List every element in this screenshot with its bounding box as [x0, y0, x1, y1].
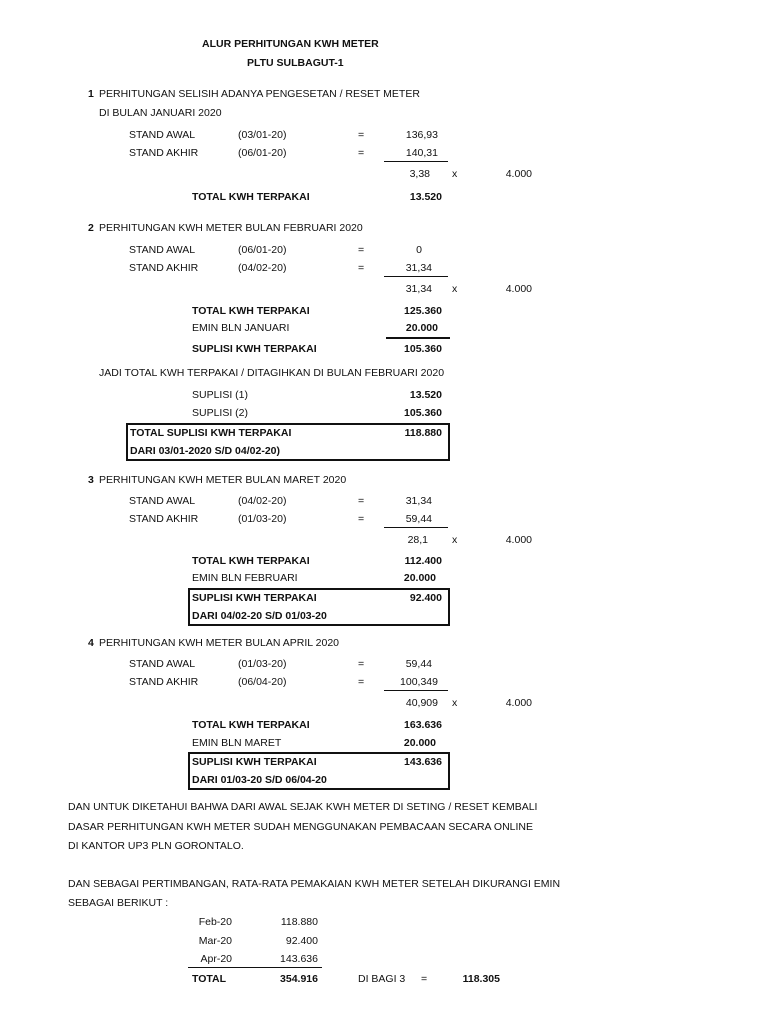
stand-akhir-date: (04/02-20): [238, 262, 287, 274]
section-heading: PERHITUNGAN KWH METER BULAN MARET 2020: [99, 474, 347, 486]
multiply-sign: x: [452, 697, 458, 709]
underline: [384, 276, 448, 277]
stand-awal-value: 31,34: [405, 495, 432, 507]
period-range: DARI 01/03-20 S/D 06/04-20: [192, 774, 327, 786]
note-line: DAN UNTUK DIKETAHUI BAHWA DARI AWAL SEJAK KWH METER DI SETING / RESET KEMBALI: [68, 801, 538, 813]
stand-awal-label: STAND AWAL: [129, 495, 196, 507]
stand-akhir-label: STAND AKHIR: [129, 262, 199, 274]
total-kwh-value: 125.360: [404, 305, 442, 317]
multiply-sign: x: [452, 283, 458, 295]
emin-label: EMIN BLN JANUARI: [192, 322, 290, 334]
underline: [384, 161, 448, 162]
total-value: 354.916: [280, 973, 318, 985]
period-range: DARI 04/02-20 S/D 01/03-20: [192, 610, 327, 622]
suplisi-value: 92.400: [409, 592, 442, 604]
stand-awal-date: (04/02-20): [238, 495, 287, 507]
stand-awal-label: STAND AWAL: [129, 244, 196, 256]
difference-value: 28,1: [407, 534, 428, 546]
stand-akhir-label: STAND AKHIR: [129, 147, 199, 159]
equals-sign: =: [358, 147, 365, 159]
equals-sign: =: [358, 676, 365, 688]
equals-sign: =: [421, 973, 428, 985]
stand-awal-date: (03/01-20): [238, 129, 287, 141]
section-heading: PERHITUNGAN SELISIH ADANYA PENGESETAN / RESET METER: [99, 88, 420, 100]
stand-awal-date: (01/03-20): [238, 658, 287, 670]
total-suplisi-value: 118.880: [404, 427, 442, 439]
difference-value: 31,34: [405, 283, 432, 295]
total-kwh-label: TOTAL KWH TERPAKAI: [192, 305, 310, 317]
suplisi-2-label: SUPLISI (2): [192, 407, 249, 419]
month-value: 92.400: [285, 935, 318, 947]
section-number: 4: [88, 637, 94, 649]
underline: [384, 690, 448, 691]
equals-sign: =: [358, 658, 365, 670]
multiplier-value: 4.000: [505, 283, 532, 295]
total-kwh-label: TOTAL KWH TERPAKAI: [192, 191, 310, 203]
note-line: SEBAGAI BERIKUT :: [68, 897, 169, 909]
emin-value: 20.000: [403, 737, 436, 749]
underline: [386, 337, 450, 339]
total-kwh-label: TOTAL KWH TERPAKAI: [192, 555, 310, 567]
multiplier-value: 4.000: [505, 168, 532, 180]
section-heading-line2: DI BULAN JANUARI 2020: [99, 107, 222, 119]
equals-sign: =: [358, 129, 365, 141]
equals-sign: =: [358, 244, 365, 256]
suplisi-1-value: 13.520: [409, 389, 442, 401]
underline: [188, 967, 322, 968]
stand-awal-value: 136,93: [405, 129, 438, 141]
stand-awal-date: (06/01-20): [238, 244, 287, 256]
suplisi-value: 143.636: [404, 756, 442, 768]
multiplier-value: 4.000: [505, 697, 532, 709]
stand-awal-value: 59,44: [405, 658, 432, 670]
document-title: ALUR PERHITUNGAN KWH METER: [202, 38, 379, 50]
stand-akhir-date: (01/03-20): [238, 513, 287, 525]
month-value: 143.636: [280, 953, 318, 965]
section-number: 2: [88, 222, 94, 234]
month-label: Feb-20: [198, 916, 232, 928]
note-line: DI KANTOR UP3 PLN GORONTALO.: [68, 840, 244, 852]
average-result: 118.305: [462, 973, 500, 985]
difference-value: 3,38: [409, 168, 430, 180]
section-heading: PERHITUNGAN KWH METER BULAN FEBRUARI 2020: [99, 222, 363, 234]
suplisi-label: SUPLISI KWH TERPAKAI: [192, 592, 317, 604]
stand-awal-label: STAND AWAL: [129, 129, 196, 141]
emin-value: 20.000: [405, 322, 438, 334]
emin-label: EMIN BLN MARET: [192, 737, 282, 749]
stand-akhir-value: 59,44: [405, 513, 432, 525]
stand-awal-label: STAND AWAL: [129, 658, 196, 670]
underline: [384, 527, 448, 528]
total-kwh-label: TOTAL KWH TERPAKAI: [192, 719, 310, 731]
divide-label: DI BAGI 3: [358, 973, 406, 985]
total-kwh-value: 112.400: [404, 555, 442, 567]
multiplier-value: 4.000: [505, 534, 532, 546]
period-range: DARI 03/01-2020 S/D 04/02-20): [130, 445, 280, 457]
stand-akhir-date: (06/01-20): [238, 147, 287, 159]
month-label: Apr-20: [200, 953, 232, 965]
note-line: DASAR PERHITUNGAN KWH METER SUDAH MENGGUNAKAN PEMBACAAN SECARA ONLINE: [68, 821, 533, 833]
document-subtitle: PLTU SULBAGUT-1: [247, 57, 344, 69]
total-suplisi-label: TOTAL SUPLISI KWH TERPAKAI: [130, 427, 292, 439]
stand-akhir-value: 140,31: [405, 147, 438, 159]
stand-akhir-date: (06/04-20): [238, 676, 287, 688]
stand-akhir-value: 100,349: [400, 676, 438, 688]
total-kwh-value: 13.520: [409, 191, 442, 203]
stand-akhir-label: STAND AKHIR: [129, 513, 199, 525]
section-number: 3: [88, 474, 94, 486]
section-heading: PERHITUNGAN KWH METER BULAN APRIL 2020: [99, 637, 340, 649]
note-line: DAN SEBAGAI PERTIMBANGAN, RATA-RATA PEMAKAIAN KWH METER SETELAH DIKURANGI EMIN: [68, 878, 561, 890]
month-value: 118.880: [280, 916, 318, 928]
equals-sign: =: [358, 513, 365, 525]
total-label: TOTAL: [192, 973, 227, 985]
suplisi-value: 105.360: [404, 343, 442, 355]
multiply-sign: x: [452, 534, 458, 546]
equals-sign: =: [358, 495, 365, 507]
suplisi-label: SUPLISI KWH TERPAKAI: [192, 756, 317, 768]
total-kwh-value: 163.636: [404, 719, 442, 731]
multiply-sign: x: [452, 168, 458, 180]
suplisi-label: SUPLISI KWH TERPAKAI: [192, 343, 317, 355]
section-number: 1: [88, 88, 94, 100]
difference-value: 40,909: [405, 697, 438, 709]
emin-value: 20.000: [403, 572, 436, 584]
equals-sign: =: [358, 262, 365, 274]
emin-label: EMIN BLN FEBRUARI: [192, 572, 298, 584]
month-label: Mar-20: [198, 935, 232, 947]
stand-awal-value: 0: [416, 244, 422, 256]
stand-akhir-value: 31,34: [405, 262, 432, 274]
suplisi-2-value: 105.360: [404, 407, 442, 419]
suplisi-1-label: SUPLISI (1): [192, 389, 249, 401]
stand-akhir-label: STAND AKHIR: [129, 676, 199, 688]
summary-text: JADI TOTAL KWH TERPAKAI / DITAGIHKAN DI BULAN FEBRUARI 2020: [99, 367, 445, 379]
